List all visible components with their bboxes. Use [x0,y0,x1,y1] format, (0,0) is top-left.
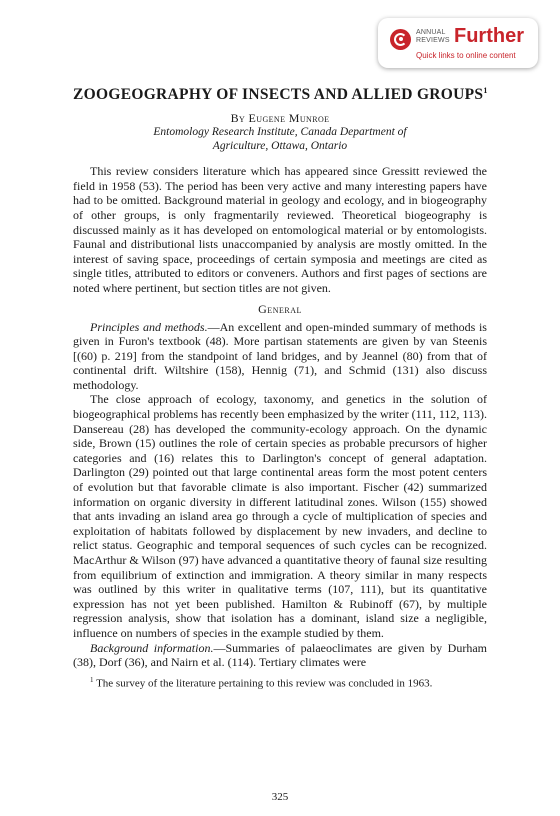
intro-paragraph: This review considers literature which has appeared since Gressitt reviewed the field in 1958 (53). The period has been very active and many interesting papers have had to be omitted. Background material in geology and ecology, and in biogeography of other groups, is only fragmentarily reviewed. Theoretical biogeography is discussed mainly as it has developed on entomological material or by entomologists. Faunal and distributional lists unaccompanied by analysis are mostly omitted. In the interest of saving space, proceedings of certain symposia and meetings are cited as single titles, attributed to editors or conveners. Authors and first pages of sections are noted where pertinent, but section titles are not given. [73,164,487,295]
annual-reviews-logo-icon [390,29,411,50]
runin-heading-background: Background information. [90,640,214,655]
title-footnote-mark: 1 [483,86,488,95]
paragraph-ecology: The close approach of ecology, taxonomy, and genetics in the solution of biogeographical problems has recently been emphasized by the writer (111, 112, 113). Dansereau (28) has developed the community-ecology approach. On the dynamic side, Brown (15) outlines the role of certain species as probable precursors of higher categories and (16) relates this to Darlington's concept of general adaptation. Darlington (29) pointed out that large continental areas form the most potent centers of evolution but that favorable climate is also important. Fischer (42) summarized information on organic diversity in different latitudinal zones. Wilson (155) showed that ants invading an island area go through a cycle of multiplication of species and exploitation of habitats followed by displacement by new invaders, and decline to relict status. Geographic and temporal sequences of such cycles can be recognized. MacArthur & Wilson (97) have advanced a quantitative theory of faunal size resulting from equilibrium of extinction and immigration. A theory similar in many respects was outlined by this writer in qualitative terms (107, 111), but its quantitative expression has not yet been published. Hamilton & Rubinoff (67), by multiple regression analysis, show that isolation has a dominant, island size a negligible, influence on numbers of species in the example studied by them. [73,392,487,640]
footnote [73,674,487,691]
author-affiliation-line-1: Entomology Research Institute, Canada Department of [153,126,407,139]
paragraph-background [73,641,487,670]
author-affiliation-line-2: Agriculture, Ottawa, Ontario [212,140,348,153]
article-author: By Eugene Munroe [230,111,330,126]
runin-heading-principles: Principles and methods. [90,319,208,334]
badge-further-label: Further [454,25,524,47]
footnote-text: The survey of the literature pertaining to this review was concluded in 1963. [96,677,433,690]
footnote-mark: 1 [90,675,94,684]
paragraph-background-text: —Summaries of palaeoclimates are given by Durham (38), Dorf (36), and Nairn et al. (114). Tertiary climates were [73,640,487,670]
paragraph-principles [73,320,487,393]
page-number: 325 [271,791,289,803]
paragraph-principles-text: —An excellent and open-minded summary of methods is given in Furon's textbook (48). More partisan statements are given by van Steenis [(60) p. 219] from the standpoint of land bridges, and by Jeannel (80) from that of continental drift. Wiltshire (158), Hennig (71), and Schmid (131) also discuss methodology. [73,319,487,392]
article-page [73,82,487,690]
section-heading-general: General [258,301,302,316]
annual-reviews-further-badge[interactable] [378,18,538,68]
article-body [73,164,487,670]
article-title: ZOOGEOGRAPHY OF INSECTS AND ALLIED GROUPS$^1$ [73,86,488,104]
badge-quick-links-text: Quick links to online content [416,51,516,60]
badge-publisher-label: ANNUAL REVIEWS [416,29,450,44]
